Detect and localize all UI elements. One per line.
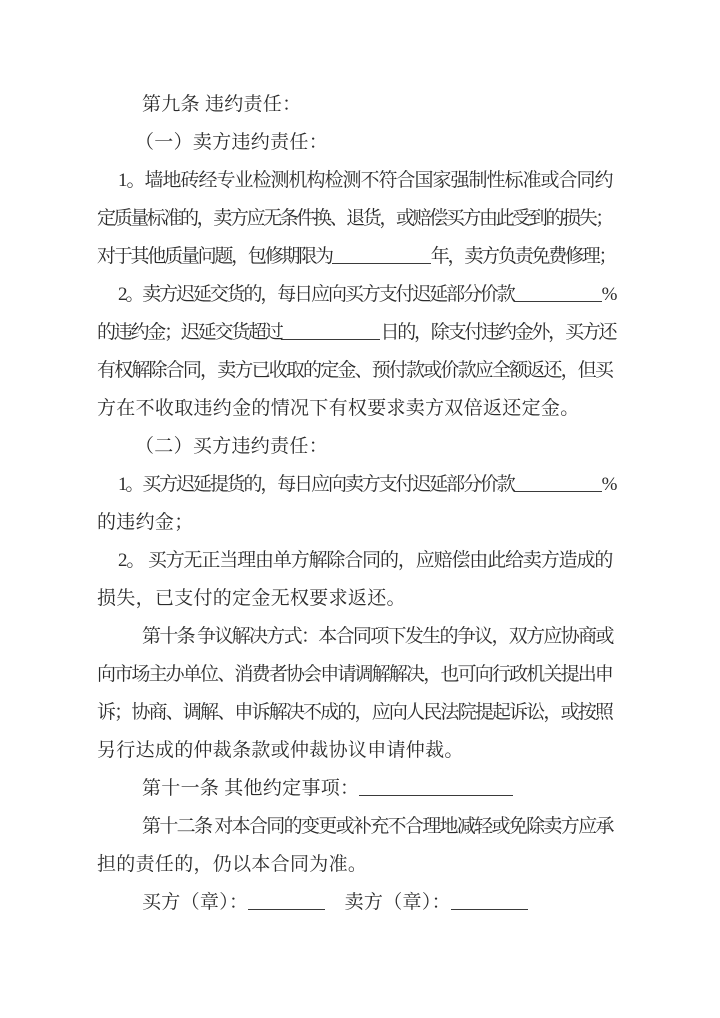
fill-in-blank — [281, 323, 380, 340]
document-line: 向市场主办单位、消费者协会申请调解解决，也可向行政机关提出申 — [97, 664, 613, 685]
document-line: 第十一条 其他约定事项： — [97, 770, 621, 808]
document-line: 对于其他质量问题，包修期限为 年，卖方负责免费修理； — [97, 246, 616, 267]
document-line: 诉；协商、调解、申诉解决不成的，应向人民法院提起诉讼，或按照 — [97, 702, 613, 723]
fill-in-blank — [514, 285, 602, 302]
document-line: 1。买方迟延提货的，每日应向卖方支付迟延部分价款 % — [118, 474, 616, 495]
document-line: （二）买方违约责任： — [135, 436, 329, 457]
document-line: 2。卖方迟延交货的，每日应向买方支付迟延部分价款 % — [118, 284, 616, 305]
document-line: 担的责任的，仍以本合同为准。 — [97, 854, 368, 875]
document-line: 方在不收取违约金的情况下有权要求卖方双倍返还定金。 — [97, 398, 580, 419]
fill-in-blank — [514, 475, 602, 492]
document-line: （一）卖方违约责任： — [135, 132, 329, 153]
fill-in-blank — [248, 893, 325, 910]
document-line: 第十二条 对本合同的变更或补充不合理地减轻或免除卖方应承 — [142, 816, 613, 837]
document-line: 有权解除合同，卖方已收取的定金、预付款或价款应全额返还，但买 — [97, 360, 613, 381]
fill-in-blank — [332, 247, 431, 264]
document-line: 1。墙地砖经专业检测机构检测不符合国家强制性标准或合同约 — [118, 170, 613, 191]
document-line: 第十条 争议解决方式：本合同项下发生的争议，双方应协商或 — [142, 626, 613, 647]
document-line: 2。 买方无正当理由单方解除合同的，应赔偿由此给卖方造成的 — [118, 550, 613, 571]
document-line: 的违约金； — [97, 512, 194, 533]
document-line: 买方（章）： 卖方（章）： — [97, 884, 621, 922]
document-line: 另行达成的仲裁条款或仲裁协议申请仲裁。 — [97, 740, 464, 761]
fill-in-blank — [451, 893, 528, 910]
document-line: 损失，已支付的定金无权要求返还。 — [97, 588, 406, 609]
document-line: 的违约金；迟延交货超过 日的，除支付违约金外，买方还 — [97, 322, 616, 343]
document-line: 定质量标准的，卖方应无条件换、退货，或赔偿买方由此受到的损失； — [97, 208, 612, 229]
document-line: 第九条 违约责任： — [142, 94, 302, 115]
contract-text-block — [97, 86, 621, 922]
fill-in-blank — [359, 779, 513, 796]
